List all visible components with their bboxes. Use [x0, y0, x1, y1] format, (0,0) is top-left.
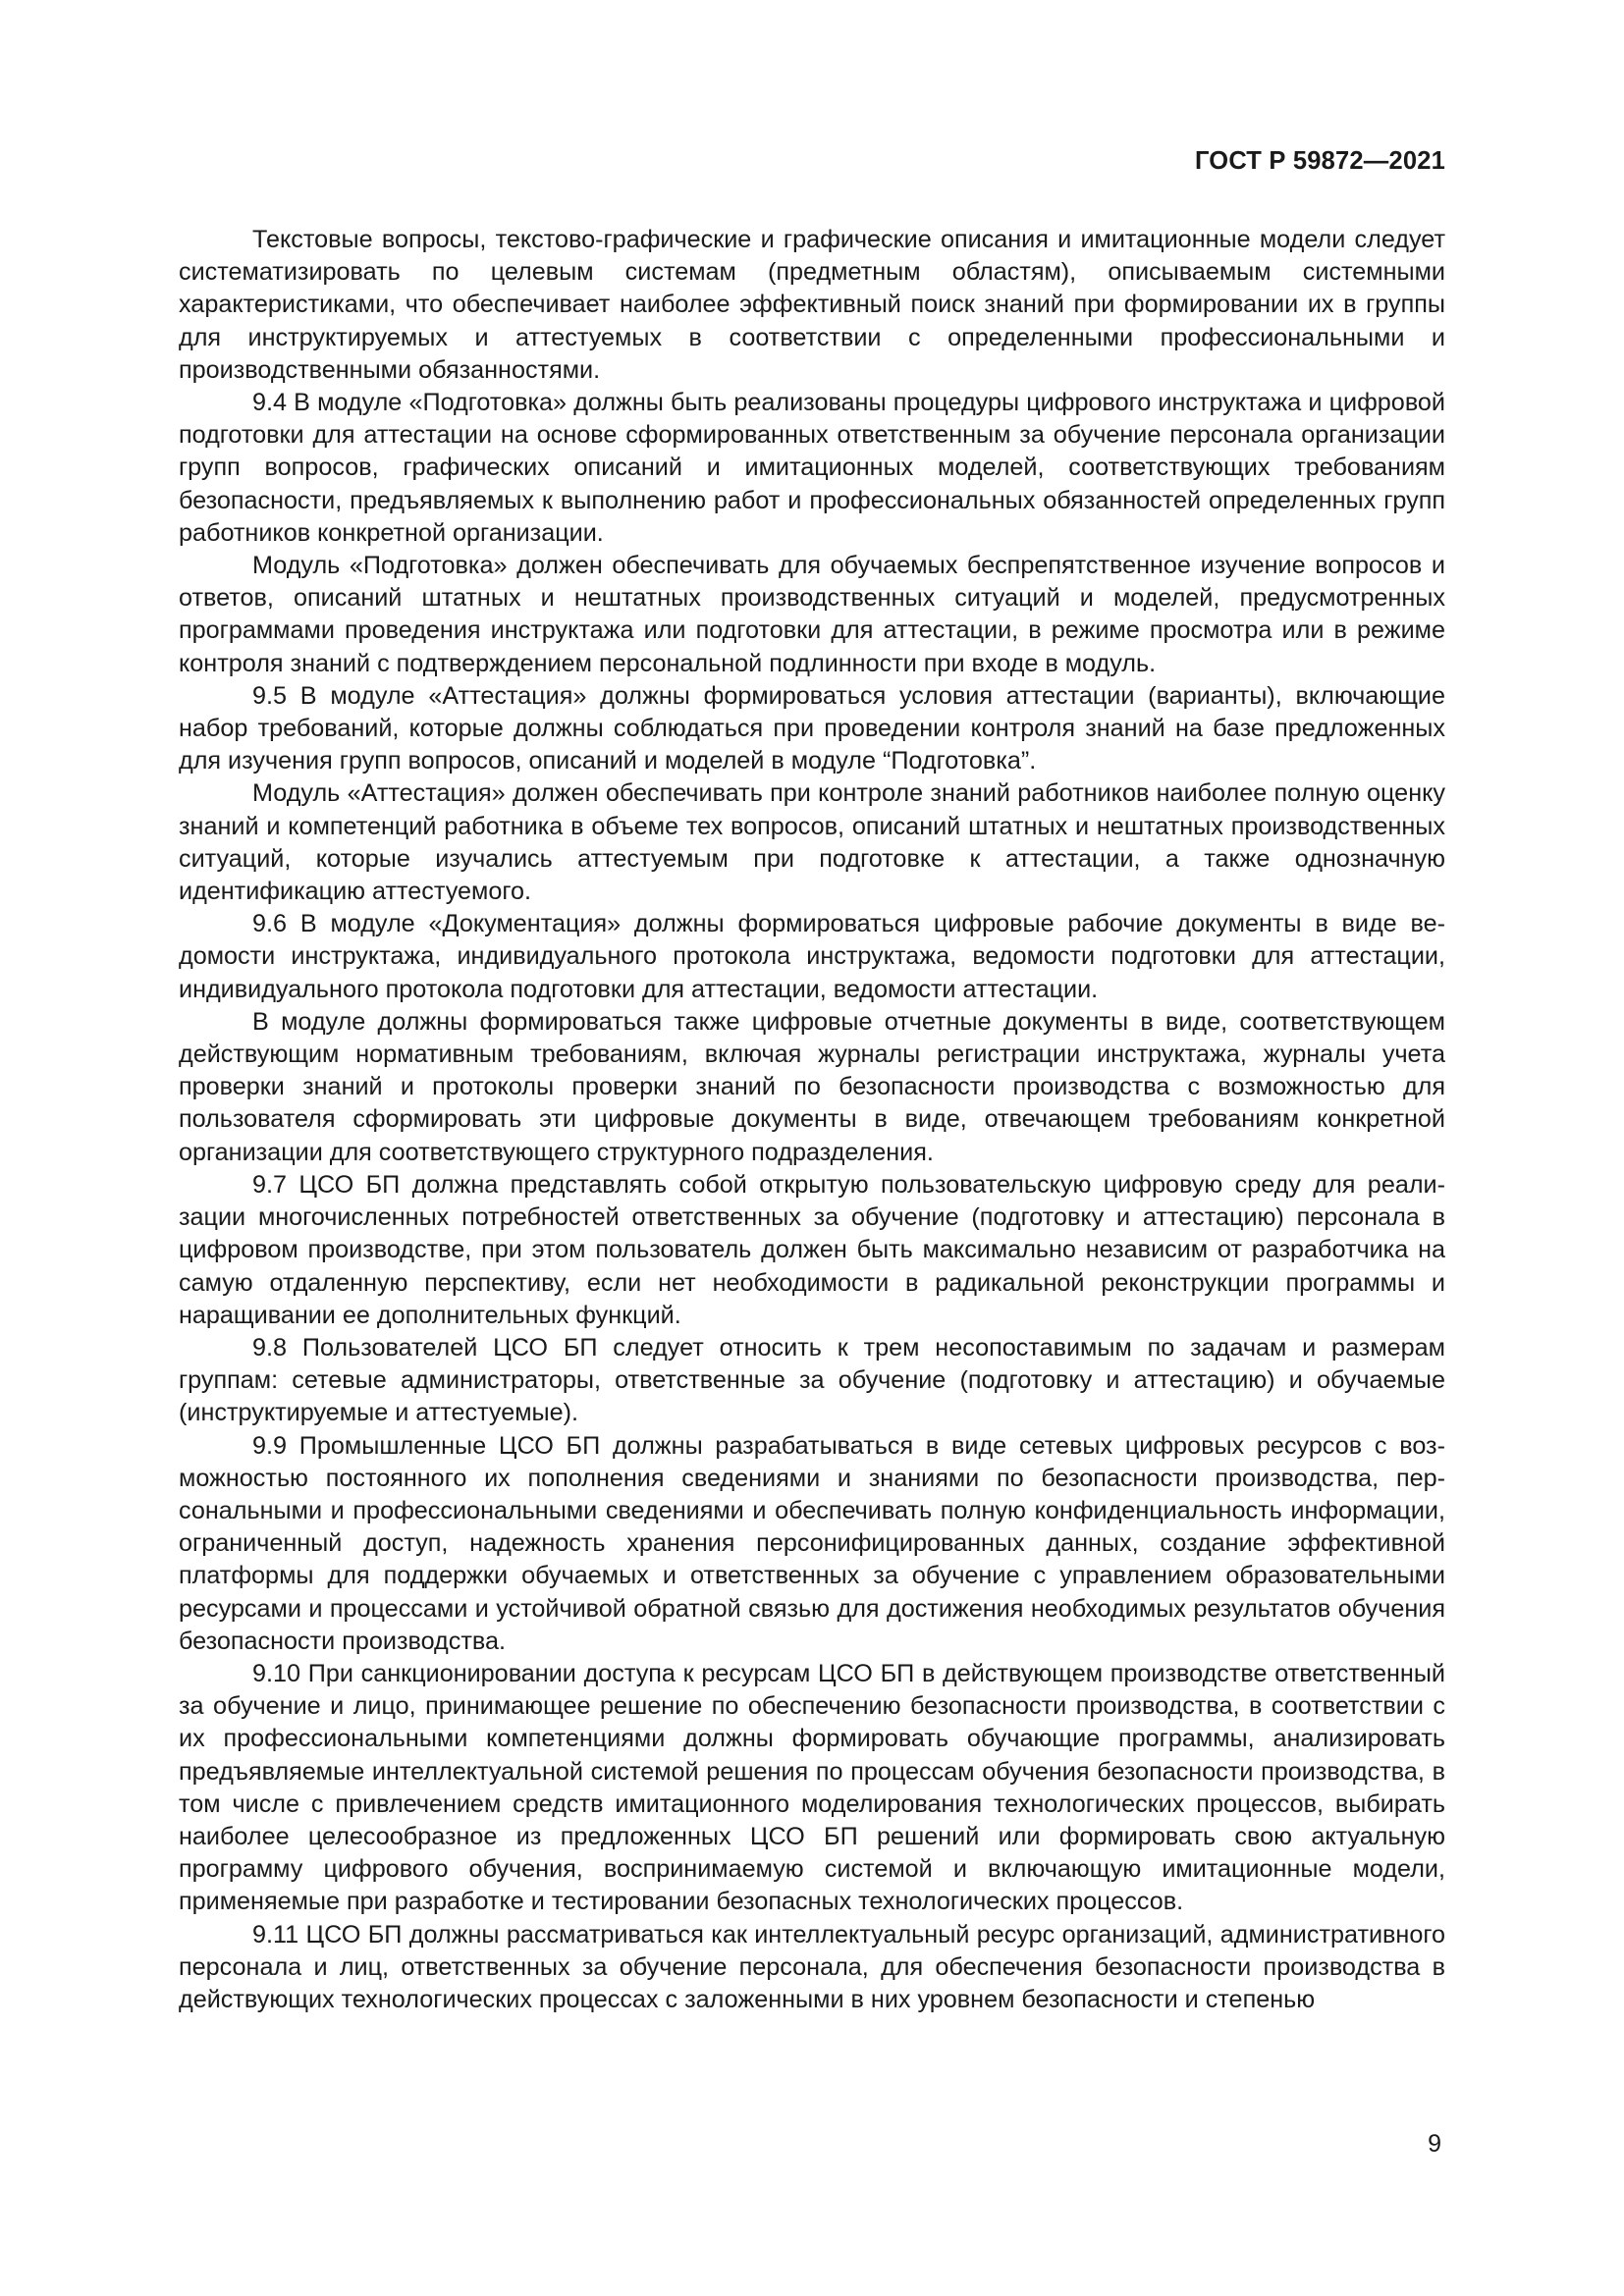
document-body	[179, 224, 1445, 2016]
paragraph-9-6: 9.6 В модуле «Документация» должны формироваться цифровые рабочие документы в виде ведомости инструктажа, индивидуального протокола инструктажа, ведомости подготовки для аттестации, индивидуального протокола подготовки для аттестации, ведомости аттестации.	[179, 910, 1445, 1003]
paragraph-report-documents: В модуле должны формироваться также цифровые отчетные документы в виде, соответствующем действующим нормативным требованиям, включая журналы регистрации инструктажа, журналы учета проверки знаний и протоколы проверки знаний по безопасности производства с возможностью для пользователя сформировать эти цифровые документы в виде, отвечающем требованиям конкретной организации для соответствующего структурного подразделения.	[179, 1007, 1445, 1166]
paragraph-classification: Текстовые вопросы, текстово-графические и графические описания и имитационные модели следует систематизировать по целевым системам (предметным областям), описываемым системными характеристиками, что обеспечивает наиболее эффективный поиск знаний при формировании их в группы для инструктируемых и аттестуемых в соответствии с определенными профессиональными и производственными обязанностями.	[179, 226, 1445, 384]
paragraph-9-10: 9.10 При санкционировании доступа к ресурсам ЦСО БП в действующем производстве ответственный за обучение и лицо, принимающее решение по обеспечению безопасности производства, в соответствии с их профессиональными компетенциями должны формировать обучающие программы, анализировать предъявляемые интеллектуальной системой решения по процессам обучения безопасности производства, в том числе с привлечением средств имитационного моделирования технологических процессов, выбирать наиболее целесообразное из предложенных ЦСО БП решений или формировать свою актуальную программу цифрового обучения, воспринимаемую системой и включающую имитационные модели, применяемые при разработке и тестировании безопасных технологических процессов.	[179, 1659, 1445, 1916]
paragraph-9-9: 9.9 Промышленные ЦСО БП должны разрабатываться в виде сетевых цифровых ресурсов с возможностью постоянного их пополнения сведениями и знаниями по безопасности производства, персональными и профессиональными сведениями и обеспечивать полную конфиденциальность информации, ограниченный доступ, надежность хранения персонифицированных данных, создание эффективной платформы для поддержки обучаемых и ответственных за обучение с управлением образовательными ресурсами и процессами и устойчивой обратной связью для достижения необходимых результатов обучения безопасности производства.	[179, 1431, 1445, 1655]
paragraph-9-8: 9.8 Пользователей ЦСО БП следует относить к трем несопоставимым по задачам и размерам группам: сетевые администраторы, ответственные за обучение (подготовку и аттестацию) и обучаемые (инструктируемые и аттестуемые).	[179, 1333, 1445, 1427]
paragraph-attestation-module: Модуль «Аттестация» должен обеспечивать при контроле знаний работников наиболее полную оценку знаний и компетенций работника в объеме тех вопросов, описаний штатных и нештатных производственных ситуаций, которые изучались аттестуемым при подготовке к аттестации, а также однозначную идентификацию аттестуемого.	[179, 779, 1445, 906]
paragraph-9-4: 9.4 В модуле «Подготовка» должны быть реализованы процедуры цифрового инструктажа и цифровой подготовки для аттестации на основе сформированных ответственным за обучение персонала организации групп вопросов, графических описаний и имитационных моделей, соответствующих требованиям безопасности, предъявляемых к выполнению работ и профессиональных обязанностей определенных групп работников конкретной организации.	[179, 389, 1445, 547]
page-number: 9	[1428, 2130, 1441, 2158]
paragraph-preparation-module: Модуль «Подготовка» должен обеспечивать для обучаемых беспрепятственное изучение вопросов и ответов, описаний штатных и нештатных производственных ситуаций и моделей, предусмотренных программами проведения инструктажа или подготовки для аттестации, в режиме просмотра или в режиме контроля знаний с подтверждением персональной подлинности при входе в модуль.	[179, 552, 1445, 677]
paragraph-9-5: 9.5 В модуле «Аттестация» должны формироваться условия аттестации (варианты), включающие набор требований, которые должны соблюдаться при проведении контроля знаний на базе предложенных для изучения групп вопросов, описаний и моделей в модуле “Подготовка”.	[179, 681, 1445, 775]
standard-header: ГОСТ Р 59872—2021	[1194, 147, 1445, 175]
paragraph-9-11: 9.11 ЦСО БП должны рассматриваться как интеллектуальный ресурс организаций, административного персонала и лиц, ответственных за обучение персонала, для обеспечения безопасности производства в действующих технологических процессах с заложенными в них уровнем безопасности и степенью	[179, 1920, 1445, 2013]
paragraph-9-7: 9.7 ЦСО БП должна представлять собой открытую пользовательскую цифровую среду для реализации многочисленных потребностей ответственных за обучение (подготовку и аттестацию) персонала в цифровом производстве, при этом пользователь должен быть максимально независим от разработчика на самую отдаленную перспективу, если нет необходимости в радикальной реконструкции программы и наращивании ее дополнительных функций.	[179, 1170, 1445, 1329]
